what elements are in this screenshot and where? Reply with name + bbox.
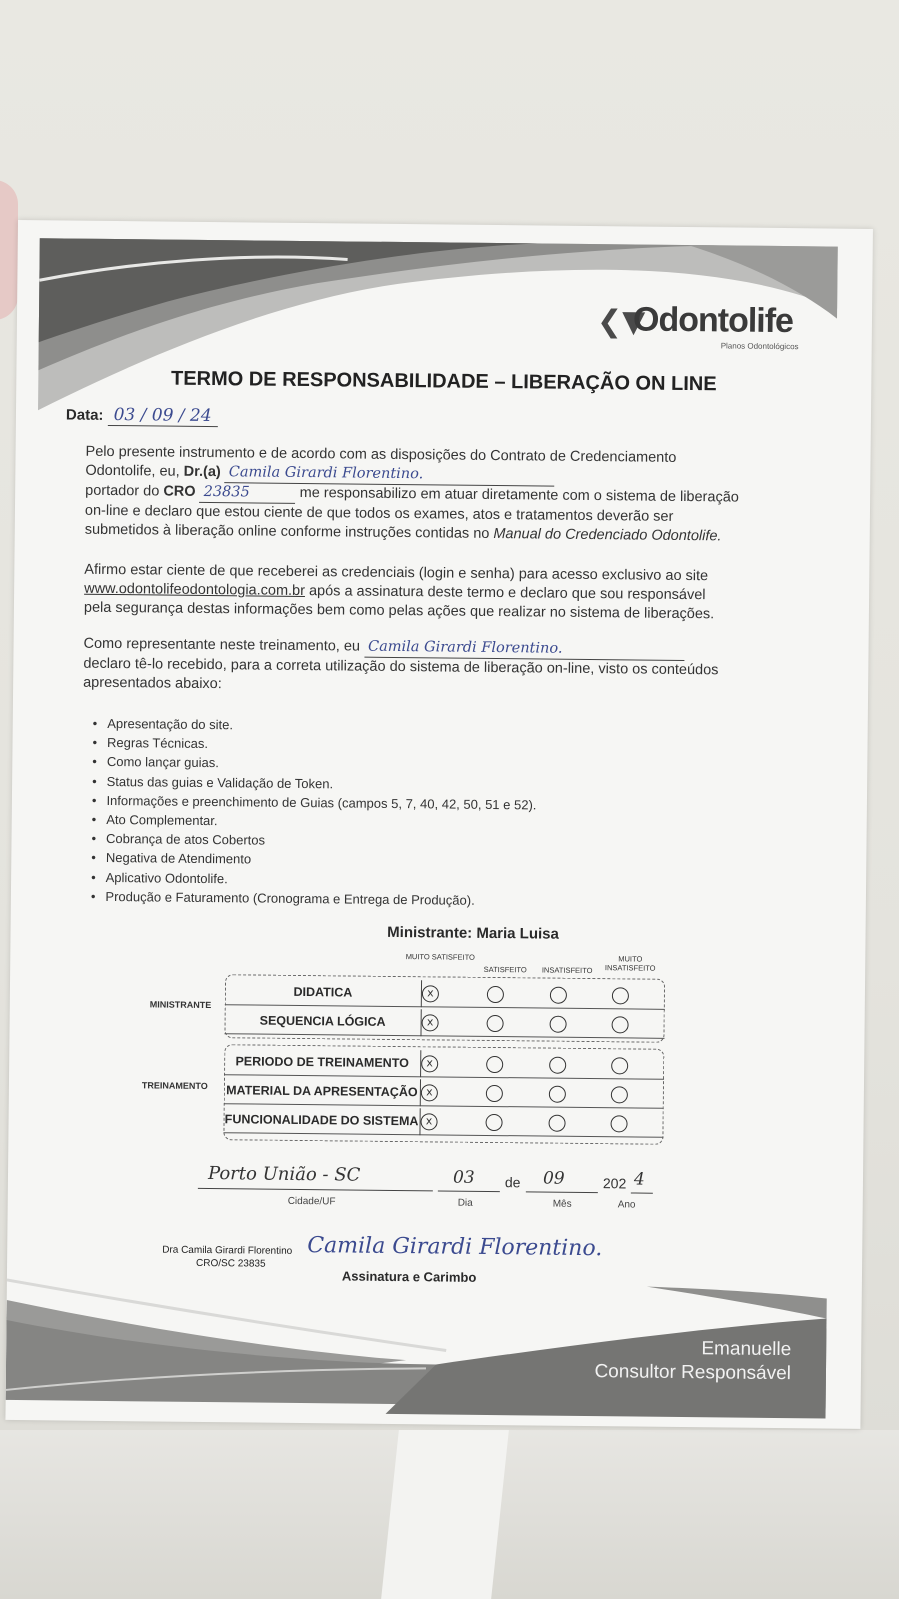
- rating-option-selected[interactable]: x: [420, 1113, 437, 1130]
- topic-item: • Como lançar guias.: [92, 752, 692, 777]
- stamp-line1: Dra Camila Girardi Florentino: [162, 1244, 293, 1257]
- evaluation-row-label: DIDATICA: [225, 978, 422, 1007]
- consultant-name: Emanuelle: [701, 1338, 792, 1361]
- rating-option[interactable]: [486, 1085, 503, 1102]
- col-muito-satisfeito: MUITO SATISFEITO: [405, 952, 475, 962]
- dr-label: Dr.(a): [183, 463, 221, 481]
- day-caption: Dia: [457, 1197, 473, 1209]
- evaluation-row-label: PERIODO DE TREINAMENTO: [224, 1048, 421, 1077]
- topics-list: [91, 714, 693, 912]
- tooth-logo-icon: ❮▼: [596, 304, 646, 340]
- de-label: de: [504, 1174, 521, 1191]
- rating-option[interactable]: [610, 1115, 627, 1132]
- p3-line2: declaro tê-lo recebido, para a correta utilização do sistema de liberação on-line, visto os conteúdos: [83, 655, 719, 679]
- city-caption: Cidade/UF: [287, 1195, 336, 1208]
- topic-item: • Regras Técnicas.: [92, 733, 692, 758]
- paragraph-1: [85, 443, 786, 547]
- topic-item: • Aplicativo Odontolife.: [91, 867, 691, 892]
- city-value: Porto União - SC: [207, 1163, 361, 1186]
- topic-item: • Negativa de Atendimento: [91, 848, 691, 873]
- rating-option[interactable]: [487, 1015, 504, 1032]
- logo-name: Odontolife: [632, 300, 794, 341]
- topic-item: • Cobrança de atos Cobertos: [91, 829, 691, 854]
- signature-label: Assinatura e Carimbo: [341, 1268, 477, 1285]
- p3-line3: apresentados abaixo:: [83, 674, 222, 693]
- site-link[interactable]: www.odontolifeodontologia.com.br: [84, 580, 306, 600]
- p2-line1: Afirmo estar ciente de que receberei as credenciais (login e senha) para acesso exclusivo ao site: [84, 561, 709, 585]
- day-value: 03: [452, 1167, 475, 1188]
- rating-option[interactable]: [549, 1086, 566, 1103]
- rating-option[interactable]: [611, 1086, 628, 1103]
- paper-tab: [381, 1430, 509, 1599]
- rating-option[interactable]: [486, 1056, 503, 1073]
- evaluation-row-label: MATERIAL DA APRESENTAÇÃO: [224, 1077, 421, 1106]
- doctor-name-field: Camila Girardi Florentino.: [225, 463, 555, 486]
- topic-item: • Status das guias e Validação de Token.: [92, 771, 692, 796]
- cro-post: me responsabilizo em atuar diretamente com o sistema de liberação: [295, 484, 739, 506]
- rating-option[interactable]: [611, 1057, 628, 1074]
- consultant-role: Consultor Responsável: [594, 1361, 792, 1385]
- group-label-treinamento: TREINAMENTO: [141, 1080, 208, 1092]
- evaluation-row: [223, 1106, 663, 1138]
- date-label: Data:: [65, 406, 104, 424]
- year-caption: Ano: [617, 1199, 636, 1211]
- evaluation-row-label: FUNCIONALIDADE DO SISTEMA: [223, 1106, 420, 1135]
- odontolife-logo: [597, 298, 818, 360]
- month-value: 09: [542, 1168, 565, 1189]
- date-line: [66, 405, 218, 428]
- p3-line1-text: Como representante neste treinamento, eu: [83, 635, 365, 655]
- rating-option-selected[interactable]: x: [422, 1014, 439, 1031]
- place-date-line: [198, 1163, 718, 1222]
- rating-option-selected[interactable]: x: [421, 1084, 438, 1101]
- p1-line4: on-line e declaro que estou ciente de que todos os exames, atos e tratamentos deverão ser: [84, 502, 674, 525]
- logo-subtitle: Planos Odontológicos: [720, 341, 799, 352]
- cro-pre: portador do: [85, 482, 164, 500]
- rating-option[interactable]: [550, 987, 567, 1004]
- topic-item: • Informações e preenchimento de Guias (campos 5, 7, 40, 42, 50, 51 e 52).: [92, 791, 692, 816]
- rating-option[interactable]: [612, 987, 629, 1004]
- topic-item: • Ato Complementar.: [92, 810, 692, 835]
- document-sheet: [5, 220, 873, 1429]
- evaluation-row: [224, 1048, 664, 1080]
- rating-option[interactable]: [549, 1057, 566, 1074]
- consultant-block: [594, 1336, 791, 1386]
- rating-option[interactable]: [612, 1016, 629, 1033]
- rating-option-selected[interactable]: x: [422, 985, 439, 1002]
- cro-label: CRO: [163, 483, 196, 500]
- finger-edge: [0, 180, 18, 320]
- ministrante-title: Ministrante: Maria Luisa: [387, 923, 559, 943]
- p1-line1: Pelo presente instrumento e de acordo com as disposições do Contrato de Credenciamento: [85, 443, 677, 466]
- month-caption: Mês: [552, 1198, 572, 1210]
- representative-name-field: Camila Girardi Florentino.: [364, 638, 684, 661]
- handwritten-signature: Camila Girardi Florentino.: [307, 1233, 603, 1262]
- stamp-line2: CRO/SC 23835: [196, 1257, 266, 1270]
- topic-item: • Apresentação do site.: [93, 714, 693, 739]
- topic-item: • Produção e Faturamento (Cronograma e Entrega de Produção).: [91, 887, 691, 912]
- rating-option[interactable]: [487, 986, 504, 1003]
- col-satisfeito: SATISFEITO: [483, 964, 527, 975]
- year-suffix: 4: [633, 1169, 645, 1190]
- col-muito-insatisfeito: MUITO INSATISFEITO: [604, 954, 656, 973]
- p1-line5-text: submetidos à liberação online conforme instruções contidas no: [84, 521, 494, 542]
- rating-option[interactable]: [548, 1115, 565, 1132]
- p1-line2-text: Odontolife, eu,: [85, 462, 184, 480]
- rating-option[interactable]: [550, 1016, 567, 1033]
- group-label-ministrante: MINISTRANTE: [149, 999, 212, 1011]
- p2-line2-text: após a assinatura deste termo e declaro que sou responsável: [304, 583, 706, 604]
- evaluation-row: [224, 1077, 664, 1109]
- evaluation-row: [225, 978, 665, 1010]
- evaluation-row: [224, 1007, 664, 1039]
- rating-option-selected[interactable]: x: [421, 1055, 438, 1072]
- manual-ref: Manual do Credenciado Odontolife.: [493, 525, 722, 545]
- document-title: TERMO DE RESPONSABILIDADE – LIBERAÇÃO ON LINE: [170, 367, 717, 396]
- date-value: 03 / 09 / 24: [108, 405, 218, 427]
- paragraph-3: [83, 635, 784, 700]
- col-insatisfeito: INSATISFEITO: [541, 965, 593, 976]
- paragraph-2: [84, 561, 785, 625]
- desk-surface: [0, 1430, 899, 1599]
- p2-line3: pela segurança destas informações bem como pelas ações que realizar no sistema de liberações.: [83, 599, 715, 623]
- year-prefix: 202: [602, 1175, 627, 1192]
- evaluation-row-label: SEQUENCIA LÓGICA: [224, 1007, 421, 1036]
- cro-field: 23835: [200, 483, 296, 504]
- rating-option[interactable]: [485, 1114, 502, 1131]
